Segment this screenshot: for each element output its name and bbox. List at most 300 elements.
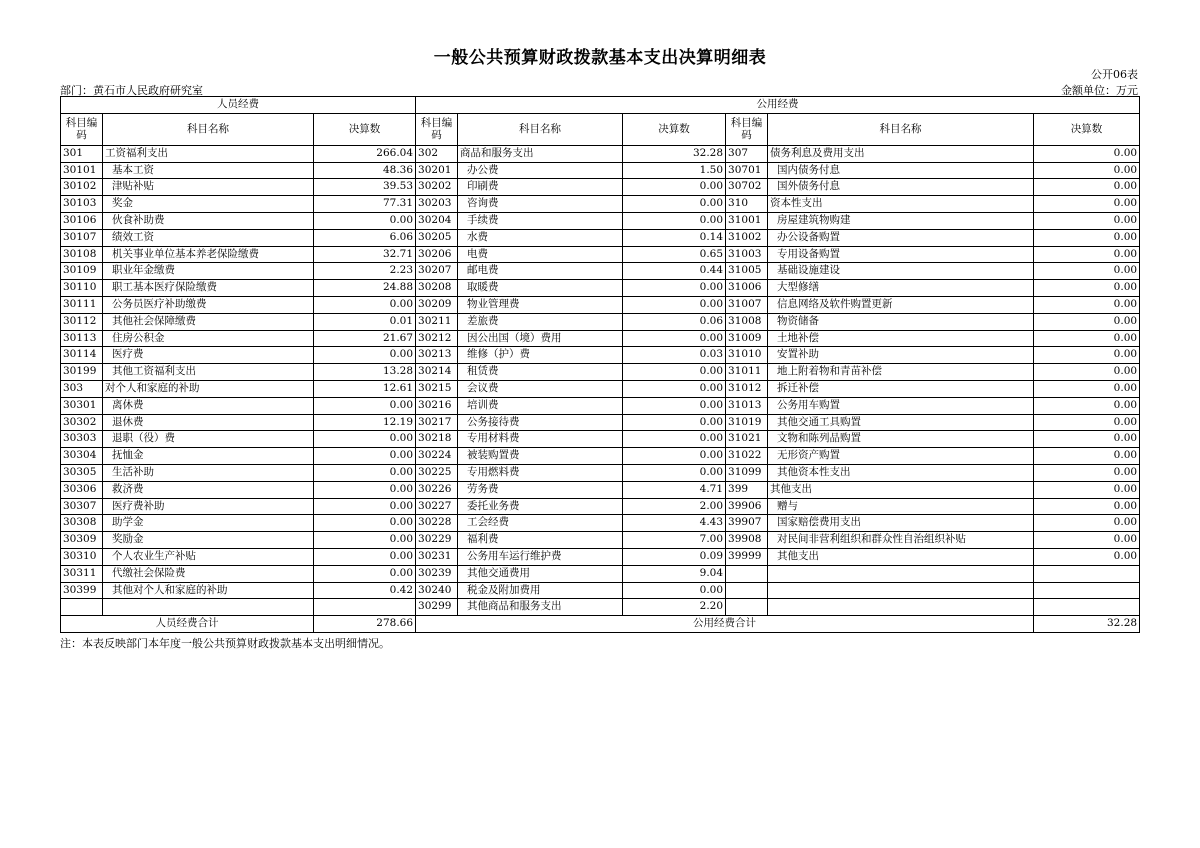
public-item: 被装购置费 <box>458 448 623 465</box>
personnel-code: 30304 <box>61 448 103 465</box>
personnel-code: 30112 <box>61 313 103 330</box>
capital-amount: 0.00 <box>1034 179 1140 196</box>
public-item: 差旅费 <box>458 313 623 330</box>
table-row <box>61 162 1140 179</box>
capital-amount: 0.00 <box>1034 532 1140 549</box>
name-header: 科目名称 <box>458 113 623 145</box>
capital-item <box>768 599 1034 616</box>
capital-code: 307 <box>726 145 768 162</box>
personnel-amount: 24.88 <box>314 280 416 297</box>
public-item: 手续费 <box>458 212 623 229</box>
public-code: 302 <box>416 145 458 162</box>
public-code: 30227 <box>416 498 458 515</box>
table-row <box>61 481 1140 498</box>
personnel-amount: 6.06 <box>314 229 416 246</box>
public-amount: 0.00 <box>623 280 726 297</box>
code-header: 科目编码 <box>416 113 458 145</box>
personnel-code: 30107 <box>61 229 103 246</box>
capital-amount: 0.00 <box>1034 280 1140 297</box>
capital-code: 39906 <box>726 498 768 515</box>
personnel-code: 30305 <box>61 464 103 481</box>
capital-amount: 0.00 <box>1034 347 1140 364</box>
capital-amount: 0.00 <box>1034 229 1140 246</box>
personnel-code: 30113 <box>61 330 103 347</box>
personnel-header: 人员经费 <box>61 97 416 114</box>
amount-header: 决算数 <box>314 113 416 145</box>
public-amount: 2.20 <box>623 599 726 616</box>
personnel-total-label: 人员经费合计 <box>61 616 314 633</box>
personnel-amount: 0.00 <box>314 397 416 414</box>
capital-amount: 0.00 <box>1034 380 1140 397</box>
code-header: 科目编码 <box>61 113 103 145</box>
personnel-item: 伙食补助费 <box>103 212 314 229</box>
personnel-amount: 32.71 <box>314 246 416 263</box>
public-item: 专用燃料费 <box>458 464 623 481</box>
capital-item: 基础设施建设 <box>768 263 1034 280</box>
capital-amount: 0.00 <box>1034 414 1140 431</box>
personnel-code: 301 <box>61 145 103 162</box>
capital-code: 39907 <box>726 515 768 532</box>
public-amount: 0.00 <box>623 364 726 381</box>
capital-code: 30701 <box>726 162 768 179</box>
public-amount: 4.71 <box>623 481 726 498</box>
capital-code: 31011 <box>726 364 768 381</box>
capital-code: 31005 <box>726 263 768 280</box>
public-item: 办公费 <box>458 162 623 179</box>
capital-item: 其他资本性支出 <box>768 464 1034 481</box>
personnel-amount <box>314 599 416 616</box>
public-item: 培训费 <box>458 397 623 414</box>
capital-amount: 0.00 <box>1034 162 1140 179</box>
personnel-item: 公务员医疗补助缴费 <box>103 296 314 313</box>
public-amount: 0.00 <box>623 431 726 448</box>
public-item: 因公出国（境）费用 <box>458 330 623 347</box>
capital-item: 土地补偿 <box>768 330 1034 347</box>
public-code: 30216 <box>416 397 458 414</box>
form-code: 公开06表 <box>1091 68 1138 81</box>
public-item: 维修（护）费 <box>458 347 623 364</box>
personnel-amount: 21.67 <box>314 330 416 347</box>
personnel-code: 30303 <box>61 431 103 448</box>
capital-code <box>726 565 768 582</box>
personnel-amount: 12.19 <box>314 414 416 431</box>
table-row <box>61 212 1140 229</box>
public-amount: 0.00 <box>623 296 726 313</box>
personnel-item: 其他社会保障缴费 <box>103 313 314 330</box>
public-code: 30229 <box>416 532 458 549</box>
personnel-amount: 48.36 <box>314 162 416 179</box>
capital-amount: 0.00 <box>1034 145 1140 162</box>
personnel-code: 30103 <box>61 196 103 213</box>
public-item: 商品和服务支出 <box>458 145 623 162</box>
personnel-code: 30309 <box>61 532 103 549</box>
personnel-item: 工资福利支出 <box>103 145 314 162</box>
table-row <box>61 246 1140 263</box>
personnel-item: 抚恤金 <box>103 448 314 465</box>
amount-header: 决算数 <box>623 113 726 145</box>
table-row <box>61 414 1140 431</box>
personnel-code: 30101 <box>61 162 103 179</box>
table-row <box>61 296 1140 313</box>
public-amount: 0.00 <box>623 179 726 196</box>
table-row <box>61 599 1140 616</box>
capital-code: 31019 <box>726 414 768 431</box>
capital-code: 310 <box>726 196 768 213</box>
public-amount: 32.28 <box>623 145 726 162</box>
personnel-amount: 0.00 <box>314 347 416 364</box>
public-code: 30209 <box>416 296 458 313</box>
capital-item: 无形资产购置 <box>768 448 1034 465</box>
capital-item: 房屋建筑物购建 <box>768 212 1034 229</box>
capital-item: 办公设备购置 <box>768 229 1034 246</box>
capital-code: 31009 <box>726 330 768 347</box>
public-code: 30201 <box>416 162 458 179</box>
public-item: 其他商品和服务支出 <box>458 599 623 616</box>
personnel-item: 奖励金 <box>103 532 314 549</box>
capital-amount: 0.00 <box>1034 481 1140 498</box>
public-code: 30226 <box>416 481 458 498</box>
personnel-item: 救济费 <box>103 481 314 498</box>
public-item: 物业管理费 <box>458 296 623 313</box>
capital-item: 公务用车购置 <box>768 397 1034 414</box>
unit-label: 金额单位：万元 <box>1061 84 1138 97</box>
capital-code: 31021 <box>726 431 768 448</box>
personnel-item: 生活补助 <box>103 464 314 481</box>
public-amount: 0.00 <box>623 582 726 599</box>
public-item: 福利费 <box>458 532 623 549</box>
capital-code: 31007 <box>726 296 768 313</box>
personnel-item: 职业年金缴费 <box>103 263 314 280</box>
table-body <box>61 145 1140 615</box>
public-item: 电费 <box>458 246 623 263</box>
personnel-amount: 0.00 <box>314 532 416 549</box>
capital-code <box>726 599 768 616</box>
capital-amount: 0.00 <box>1034 515 1140 532</box>
public-code: 30203 <box>416 196 458 213</box>
capital-item: 债务利息及费用支出 <box>768 145 1034 162</box>
capital-item: 文物和陈列品购置 <box>768 431 1034 448</box>
personnel-amount: 0.00 <box>314 212 416 229</box>
table-row <box>61 313 1140 330</box>
public-amount: 0.00 <box>623 448 726 465</box>
capital-item: 物资储备 <box>768 313 1034 330</box>
personnel-code: 30301 <box>61 397 103 414</box>
table-row <box>61 229 1140 246</box>
personnel-amount: 0.00 <box>314 498 416 515</box>
personnel-amount: 0.42 <box>314 582 416 599</box>
public-item: 租赁费 <box>458 364 623 381</box>
personnel-code: 30302 <box>61 414 103 431</box>
capital-amount <box>1034 565 1140 582</box>
public-amount: 0.14 <box>623 229 726 246</box>
capital-item: 信息网络及软件购置更新 <box>768 296 1034 313</box>
capital-code: 31022 <box>726 448 768 465</box>
public-code: 30240 <box>416 582 458 599</box>
capital-amount: 0.00 <box>1034 498 1140 515</box>
public-amount: 0.00 <box>623 380 726 397</box>
personnel-code: 30106 <box>61 212 103 229</box>
personnel-amount: 39.53 <box>314 179 416 196</box>
capital-amount: 0.00 <box>1034 263 1140 280</box>
personnel-amount: 0.00 <box>314 464 416 481</box>
personnel-item: 对个人和家庭的补助 <box>103 380 314 397</box>
table-row <box>61 263 1140 280</box>
page-title: 一般公共预算财政拨款基本支出决算明细表 <box>433 48 767 68</box>
capital-item: 其他支出 <box>768 548 1034 565</box>
personnel-item: 其他对个人和家庭的补助 <box>103 582 314 599</box>
public-code: 30217 <box>416 414 458 431</box>
public-code: 30204 <box>416 212 458 229</box>
public-amount: 0.00 <box>623 196 726 213</box>
public-code: 30228 <box>416 515 458 532</box>
personnel-code: 30306 <box>61 481 103 498</box>
personnel-code: 30108 <box>61 246 103 263</box>
personnel-code: 30110 <box>61 280 103 297</box>
public-header: 公用经费 <box>416 97 1140 114</box>
personnel-amount: 0.00 <box>314 565 416 582</box>
public-amount: 4.43 <box>623 515 726 532</box>
table-row <box>61 515 1140 532</box>
personnel-code: 30310 <box>61 548 103 565</box>
public-item: 税金及附加费用 <box>458 582 623 599</box>
capital-item: 对民间非营利组织和群众性自治组织补贴 <box>768 532 1034 549</box>
capital-code: 31003 <box>726 246 768 263</box>
capital-item: 拆迁补偿 <box>768 380 1034 397</box>
personnel-amount: 0.00 <box>314 296 416 313</box>
capital-item: 国家赔偿费用支出 <box>768 515 1034 532</box>
capital-code: 31001 <box>726 212 768 229</box>
capital-amount: 0.00 <box>1034 246 1140 263</box>
public-code: 30214 <box>416 364 458 381</box>
personnel-code: 30111 <box>61 296 103 313</box>
personnel-total-amount: 278.66 <box>314 616 416 633</box>
table-row <box>61 145 1140 162</box>
name-header: 科目名称 <box>103 113 314 145</box>
public-item: 劳务费 <box>458 481 623 498</box>
personnel-item: 奖金 <box>103 196 314 213</box>
capital-code: 31008 <box>726 313 768 330</box>
department-label: 部门：黄石市人民政府研究室 <box>60 84 203 97</box>
personnel-item: 津贴补贴 <box>103 179 314 196</box>
capital-amount: 0.00 <box>1034 431 1140 448</box>
capital-item: 资本性支出 <box>768 196 1034 213</box>
capital-amount <box>1034 599 1140 616</box>
public-code: 30205 <box>416 229 458 246</box>
personnel-item: 基本工资 <box>103 162 314 179</box>
public-item: 公务接待费 <box>458 414 623 431</box>
public-amount: 0.06 <box>623 313 726 330</box>
public-code: 30224 <box>416 448 458 465</box>
capital-code: 31013 <box>726 397 768 414</box>
table-row <box>61 548 1140 565</box>
personnel-amount: 77.31 <box>314 196 416 213</box>
table-row <box>61 532 1140 549</box>
personnel-item: 医疗费补助 <box>103 498 314 515</box>
personnel-code <box>61 599 103 616</box>
capital-amount: 0.00 <box>1034 448 1140 465</box>
capital-item: 其他支出 <box>768 481 1034 498</box>
table-row <box>61 330 1140 347</box>
capital-amount <box>1034 582 1140 599</box>
name-header: 科目名称 <box>768 113 1034 145</box>
personnel-amount: 0.01 <box>314 313 416 330</box>
personnel-amount: 0.00 <box>314 548 416 565</box>
capital-item: 大型修缮 <box>768 280 1034 297</box>
public-code: 30218 <box>416 431 458 448</box>
public-amount: 0.00 <box>623 330 726 347</box>
public-code: 30208 <box>416 280 458 297</box>
public-item: 公务用车运行维护费 <box>458 548 623 565</box>
personnel-item: 其他工资福利支出 <box>103 364 314 381</box>
capital-amount: 0.00 <box>1034 313 1140 330</box>
public-code: 30207 <box>416 263 458 280</box>
personnel-amount: 12.61 <box>314 380 416 397</box>
capital-code: 31002 <box>726 229 768 246</box>
capital-item: 国外债务付息 <box>768 179 1034 196</box>
public-item: 邮电费 <box>458 263 623 280</box>
public-item: 工会经费 <box>458 515 623 532</box>
public-amount: 0.00 <box>623 464 726 481</box>
public-code: 30202 <box>416 179 458 196</box>
public-total-amount: 32.28 <box>1034 616 1140 633</box>
personnel-code: 30109 <box>61 263 103 280</box>
footnote: 注：本表反映部门本年度一般公共预算财政拨款基本支出明细情况。 <box>60 637 390 650</box>
personnel-amount: 0.00 <box>314 448 416 465</box>
capital-amount: 0.00 <box>1034 464 1140 481</box>
public-amount: 7.00 <box>623 532 726 549</box>
personnel-item: 职工基本医疗保险缴费 <box>103 280 314 297</box>
public-item: 委托业务费 <box>458 498 623 515</box>
table-row <box>61 347 1140 364</box>
personnel-item: 个人农业生产补贴 <box>103 548 314 565</box>
public-amount: 2.00 <box>623 498 726 515</box>
public-amount: 0.44 <box>623 263 726 280</box>
capital-item: 专用设备购置 <box>768 246 1034 263</box>
public-code: 30213 <box>416 347 458 364</box>
personnel-item: 代缴社会保险费 <box>103 565 314 582</box>
capital-item: 国内债务付息 <box>768 162 1034 179</box>
personnel-amount: 0.00 <box>314 515 416 532</box>
public-amount: 0.03 <box>623 347 726 364</box>
personnel-code: 30114 <box>61 347 103 364</box>
public-code: 30211 <box>416 313 458 330</box>
table-row <box>61 565 1140 582</box>
table-row <box>61 431 1140 448</box>
public-item: 咨询费 <box>458 196 623 213</box>
capital-amount: 0.00 <box>1034 330 1140 347</box>
public-item: 会议费 <box>458 380 623 397</box>
capital-amount: 0.00 <box>1034 212 1140 229</box>
capital-item <box>768 565 1034 582</box>
personnel-item: 机关事业单位基本养老保险缴费 <box>103 246 314 263</box>
public-code: 30206 <box>416 246 458 263</box>
table-row <box>61 179 1140 196</box>
capital-code: 39908 <box>726 532 768 549</box>
public-amount: 9.04 <box>623 565 726 582</box>
public-item: 取暖费 <box>458 280 623 297</box>
public-item: 印刷费 <box>458 179 623 196</box>
personnel-item: 助学金 <box>103 515 314 532</box>
capital-code: 30702 <box>726 179 768 196</box>
personnel-amount: 2.23 <box>314 263 416 280</box>
personnel-item: 绩效工资 <box>103 229 314 246</box>
personnel-item: 退休费 <box>103 414 314 431</box>
capital-amount: 0.00 <box>1034 364 1140 381</box>
personnel-code: 303 <box>61 380 103 397</box>
capital-item <box>768 582 1034 599</box>
personnel-item: 退职（役）费 <box>103 431 314 448</box>
public-amount: 0.65 <box>623 246 726 263</box>
table-row <box>61 498 1140 515</box>
personnel-item <box>103 599 314 616</box>
capital-item: 安置补助 <box>768 347 1034 364</box>
personnel-item: 医疗费 <box>103 347 314 364</box>
capital-code: 31099 <box>726 464 768 481</box>
amount-header: 决算数 <box>1034 113 1140 145</box>
public-code: 30215 <box>416 380 458 397</box>
public-item: 专用材料费 <box>458 431 623 448</box>
public-code: 30225 <box>416 464 458 481</box>
table-row <box>61 196 1140 213</box>
public-amount: 0.00 <box>623 414 726 431</box>
table-row <box>61 448 1140 465</box>
capital-amount: 0.00 <box>1034 397 1140 414</box>
capital-code <box>726 582 768 599</box>
capital-amount: 0.00 <box>1034 296 1140 313</box>
table-row <box>61 364 1140 381</box>
table-row <box>61 397 1140 414</box>
public-code: 30231 <box>416 548 458 565</box>
public-amount: 0.00 <box>623 212 726 229</box>
table-row <box>61 280 1140 297</box>
personnel-amount: 266.04 <box>314 145 416 162</box>
capital-code: 31010 <box>726 347 768 364</box>
public-code: 30299 <box>416 599 458 616</box>
capital-item: 其他交通工具购置 <box>768 414 1034 431</box>
capital-item: 赠与 <box>768 498 1034 515</box>
capital-item: 地上附着物和青苗补偿 <box>768 364 1034 381</box>
personnel-amount: 0.00 <box>314 481 416 498</box>
personnel-code: 30307 <box>61 498 103 515</box>
personnel-item: 离休费 <box>103 397 314 414</box>
capital-amount: 0.00 <box>1034 548 1140 565</box>
public-item: 其他交通费用 <box>458 565 623 582</box>
personnel-code: 30102 <box>61 179 103 196</box>
capital-code: 39999 <box>726 548 768 565</box>
personnel-amount: 0.00 <box>314 431 416 448</box>
code-header: 科目编码 <box>726 113 768 145</box>
public-amount: 0.09 <box>623 548 726 565</box>
public-amount: 1.50 <box>623 162 726 179</box>
table-row <box>61 464 1140 481</box>
capital-amount: 0.00 <box>1034 196 1140 213</box>
personnel-code: 30311 <box>61 565 103 582</box>
personnel-code: 30308 <box>61 515 103 532</box>
public-item: 水费 <box>458 229 623 246</box>
capital-code: 399 <box>726 481 768 498</box>
personnel-amount: 13.28 <box>314 364 416 381</box>
personnel-item: 住房公积金 <box>103 330 314 347</box>
personnel-code: 30399 <box>61 582 103 599</box>
capital-code: 31006 <box>726 280 768 297</box>
public-total-label: 公用经费合计 <box>416 616 1034 633</box>
public-amount: 0.00 <box>623 397 726 414</box>
public-code: 30212 <box>416 330 458 347</box>
table-row <box>61 380 1140 397</box>
table-row <box>61 582 1140 599</box>
capital-code: 31012 <box>726 380 768 397</box>
expenditure-table <box>60 96 1140 633</box>
